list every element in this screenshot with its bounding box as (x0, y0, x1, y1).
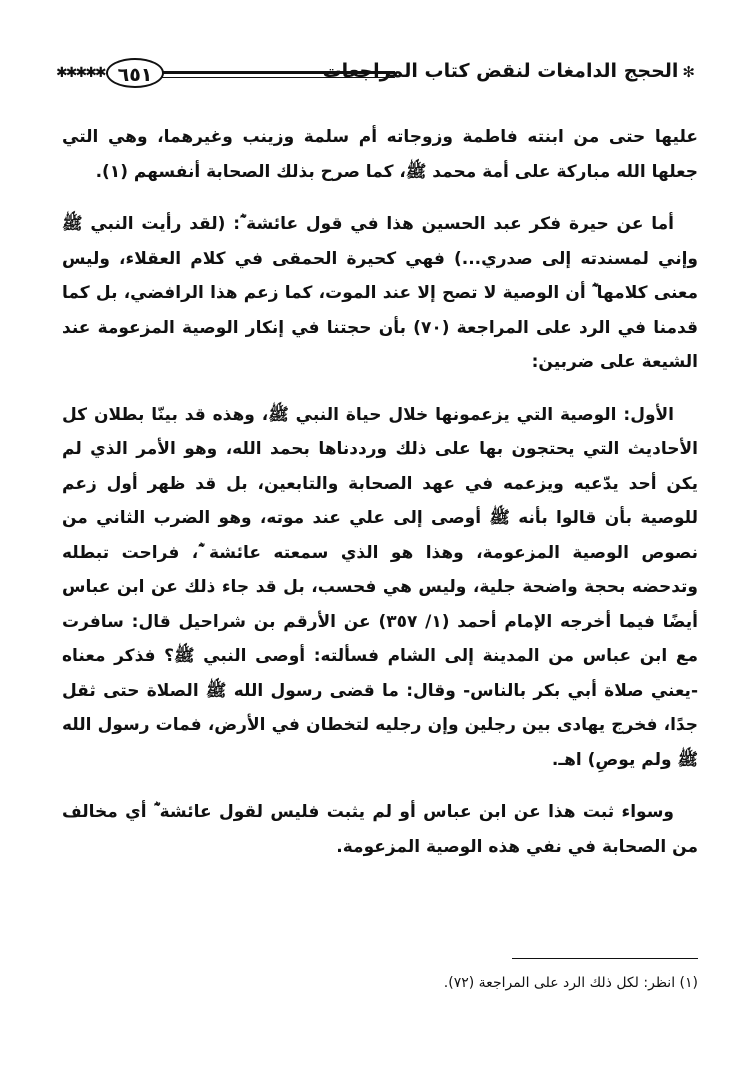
running-header (50, 52, 695, 96)
header-ornament-left: ✱✱✱✱✱ (56, 65, 105, 81)
book-title (323, 60, 696, 82)
page-number: ٦٥١ (106, 58, 164, 88)
book-title-text: الحجج الدامغات لنقض كتاب المراجعات (322, 60, 679, 82)
footnote: (١) انظر: لكل ذلك الرد على المراجعة (٧٢). (443, 975, 698, 991)
header-star-icon: ✻ (682, 63, 695, 81)
paragraph-1: عليها حتى من ابنته فاطمة وزوجاته أم سلمة وزينب وغيرهما، وهي التي جعلها الله مباركة على أمة محمد ﷺ، كما صرح بذلك الصحابة أنفسهم (١). (62, 127, 698, 182)
footnote-separator (512, 958, 698, 959)
paragraph-2: أما عن حيرة فكر عبد الحسين هذا في قول عائشة ؓ: (لقد رأيت النبي ﷺ وإني لمسندته إلى صدري...) فهي كحيرة الحمقى في كلام العقلاء، وليس معنى كلامها ؓ أن الوصية لا تصح إلا عند الموت، كما زعم هذا الرافضي، بل كما قدمنا في الرد على المراجعة (٧٠) بأن حجتنا في إنكار الوصية المزعومة عند الشيعة على ضربين: (62, 214, 698, 372)
main-text (62, 120, 698, 864)
paragraph-3: الأول: الوصية التي يزعمونها خلال حياة النبي ﷺ، وهذه قد بينّا بطلان كل الأحاديث التي يحتجون بها على ذلك ورددناها بحمد الله، وهو الأمر الذي لم يكن أحد يدّعيه ويزعمه في عهد الصحابة والتابعين، بل قد ظهر أول زعم للوصية بأن قالوا بأنه ﷺ أوصى إلى علي عند موته، وهو الضرب الثاني من نصوص الوصية المزعومة، وهذا هو الذي سمعته عائشة ؓ، فراحت تبطله وتدحضه بحجة واضحة جلية، وليس هي فحسب، بل قد جاء ذلك عن ابن عباس أيضًا فيما أخرجه الإمام أحمد (١/ ٣٥٧) عن الأرقم بن شراحيل قال: سافرت مع ابن عباس من المدينة إلى الشام فسألته: أوصى النبي ﷺ؟ فذكر معناه -يعني صلاة أبي بكر بالناس- وقال: ما قضى رسول الله ﷺ الصلاة حتى ثقل جدًا، فخرج يهادى بين رجلين وإن رجليه لتخطان في الأرض، فمات رسول الله ﷺ ولم يوصِ) اهـ. (62, 404, 698, 770)
paragraph-4: وسواء ثبت هذا عن ابن عباس أو لم يثبت فليس لقول عائشة ؓ أي مخالف من الصحابة في نفي هذه الوصية المزعومة. (62, 802, 698, 857)
